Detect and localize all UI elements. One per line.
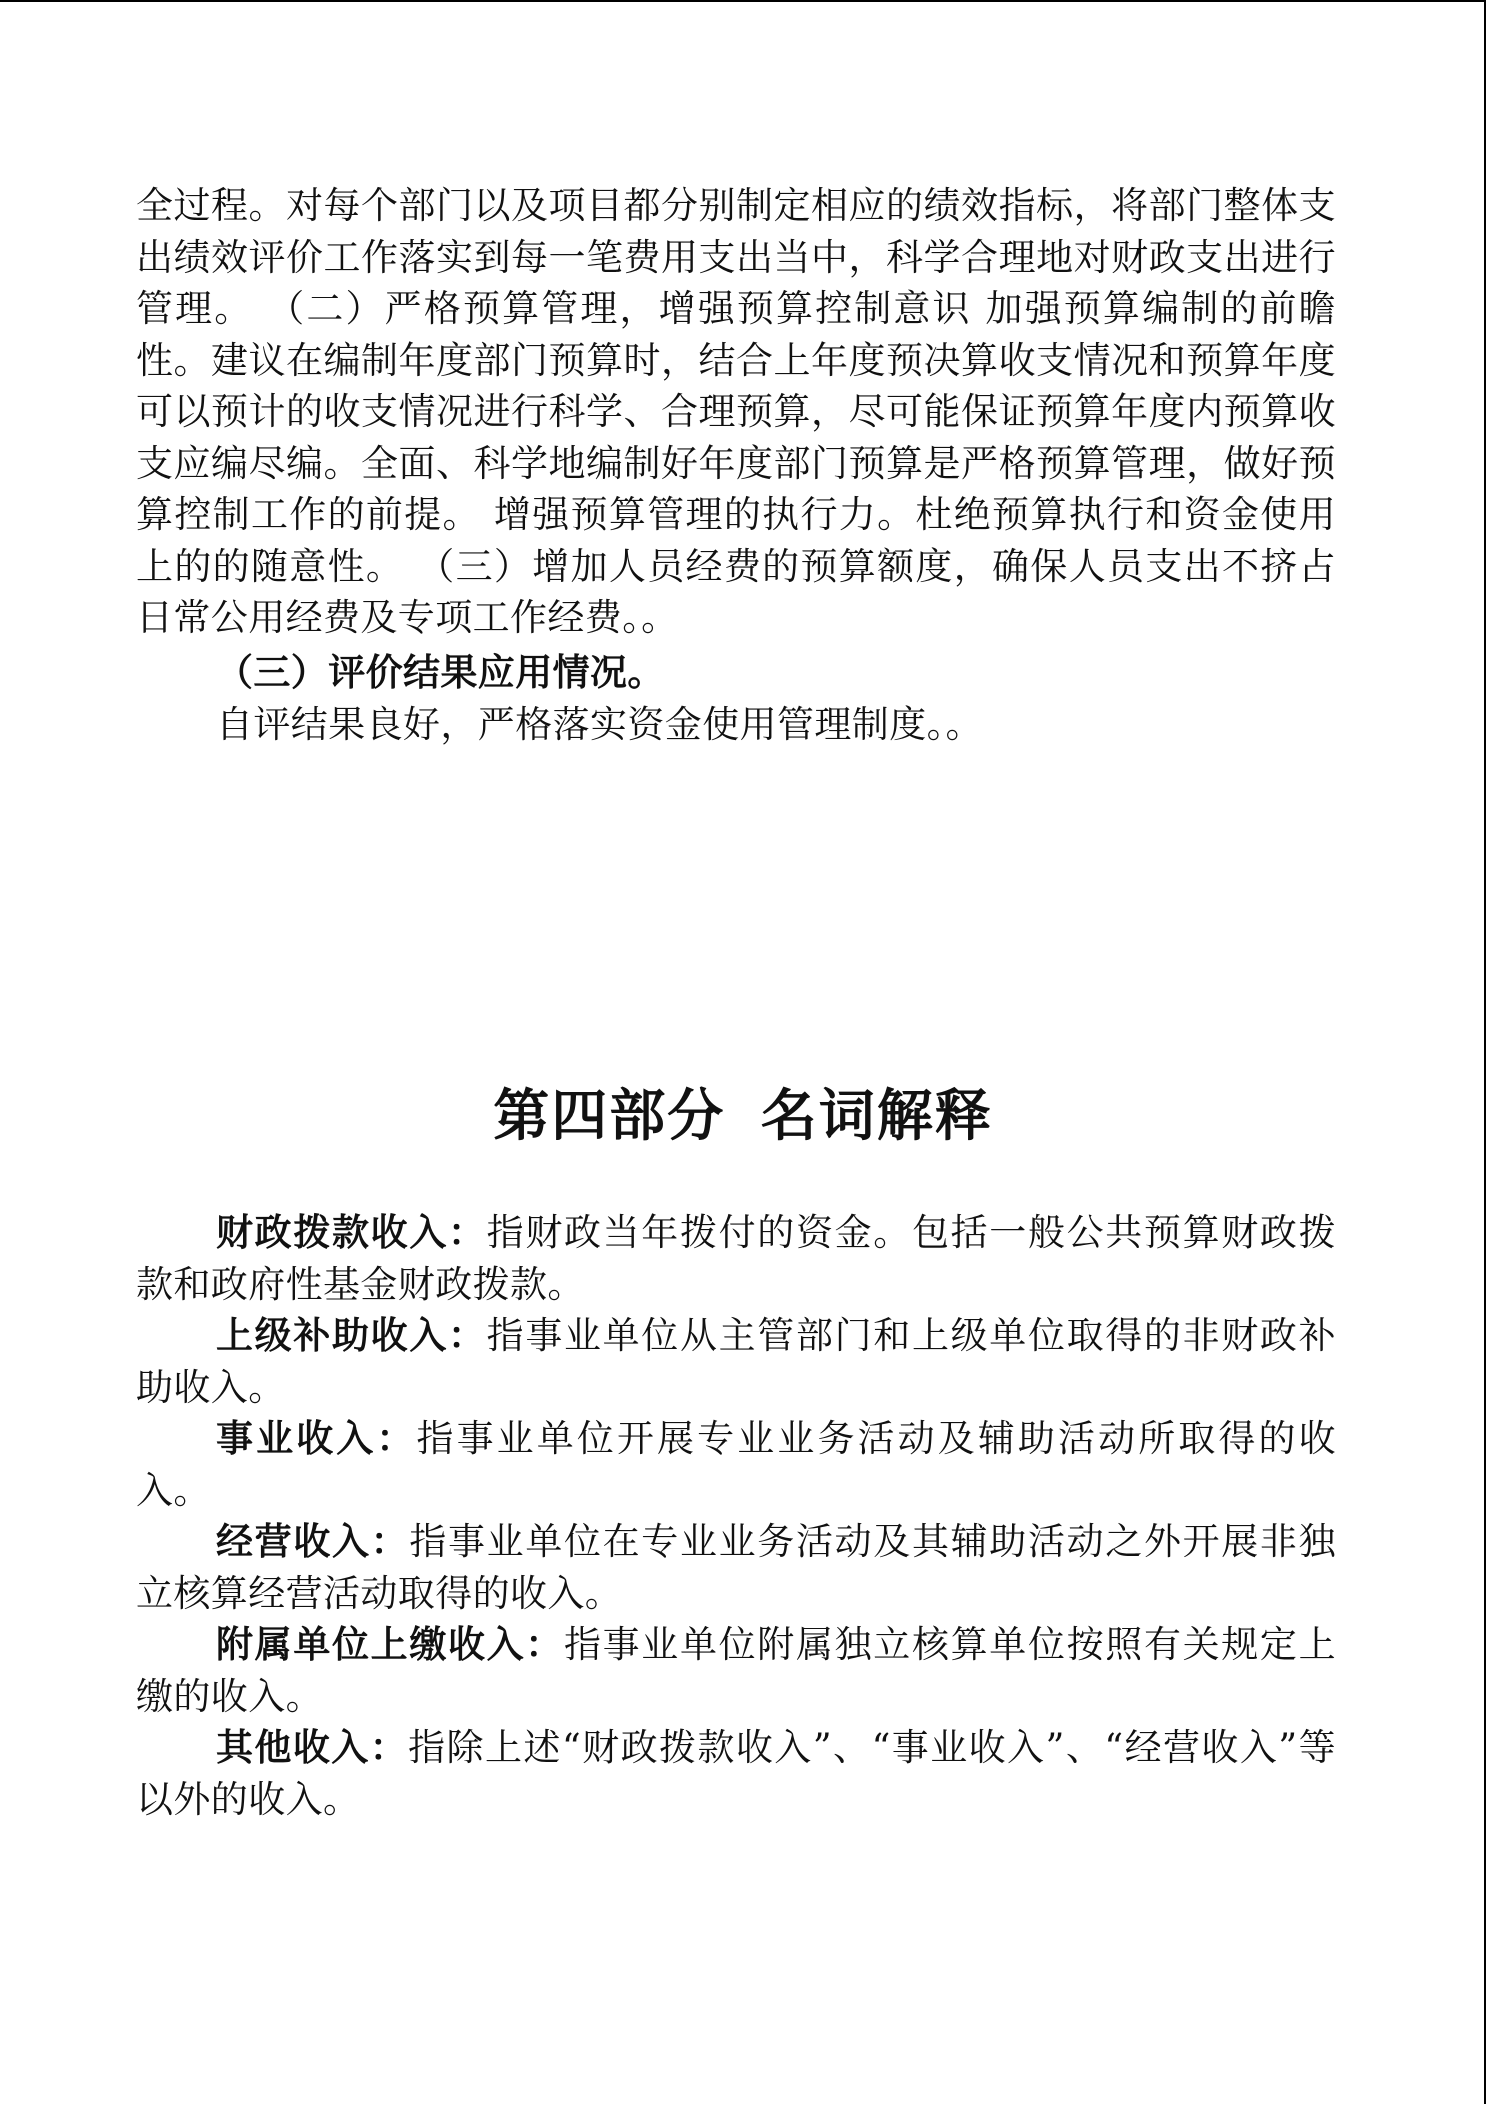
definition-item bbox=[136, 1413, 1336, 1516]
definition-term: 附属单位上缴收入： bbox=[216, 1622, 564, 1666]
definitions-list bbox=[136, 1207, 1336, 1825]
body-paragraph: 全过程。对每个部门以及项目都分别制定相应的绩效指标，将部门整体支出绩效评价工作落实到每一笔费用支出当中，科学合理地对财政支出进行管理。 （二）严格预算管理，增强预算控制意识 加强预算编制的前瞻性。建议在编制年度部门预算时，结合上年度预决算收支情况和预算年度可以预计的收支情况进行科学、合理预算，尽可能保证预算年度内预算收支应编尽编。全面、科学地编制好年度部门预算是严格预算管理，做好预算控制工作的前提。 增强预算管理的执行力。杜绝预算执行和资金使用上的的随意性。 （三）增加人员经费的预算额度，确保人员支出不挤占日常公用经费及专项工作经费。。 bbox=[136, 184, 1336, 639]
definition-term: 上级补助收入： bbox=[216, 1313, 487, 1357]
part-title: 第四部分 名词解释 bbox=[493, 1084, 993, 1149]
definition-item bbox=[136, 1207, 1336, 1310]
definition-term: 财政拨款收入： bbox=[216, 1210, 487, 1254]
definition-item bbox=[136, 1310, 1336, 1413]
section-text: 自评结果良好，严格落实资金使用管理制度。。 bbox=[216, 703, 983, 746]
definition-text: 指事业单位附属独立核算单位按照有关规定上缴的收入。 bbox=[136, 1623, 1336, 1718]
definition-term: 其他收入： bbox=[216, 1725, 409, 1769]
definition-text: 指财政当年拨付的资金。包括一般公共预算财政拨款和政府性基金财政拨款。 bbox=[136, 1211, 1336, 1306]
definition-text: 指事业单位在专业业务活动及其辅助活动之外开展非独立核算经营活动取得的收入。 bbox=[136, 1520, 1336, 1615]
definition-term: 事业收入： bbox=[216, 1416, 417, 1460]
section-heading: （三）评价结果应用情况。 bbox=[216, 650, 665, 694]
definition-item bbox=[136, 1722, 1336, 1825]
definition-text: 指除上述“财政拨款收入”、“事业收入”、“经营收入”等以外的收入。 bbox=[136, 1726, 1337, 1821]
definition-item bbox=[136, 1619, 1336, 1722]
definition-item bbox=[136, 1516, 1336, 1619]
definition-term: 经营收入： bbox=[216, 1519, 410, 1563]
definition-text: 指事业单位从主管部门和上级单位取得的非财政补助收入。 bbox=[136, 1314, 1336, 1409]
definition-text: 指事业单位开展专业业务活动及辅助活动所取得的收入。 bbox=[136, 1417, 1336, 1512]
